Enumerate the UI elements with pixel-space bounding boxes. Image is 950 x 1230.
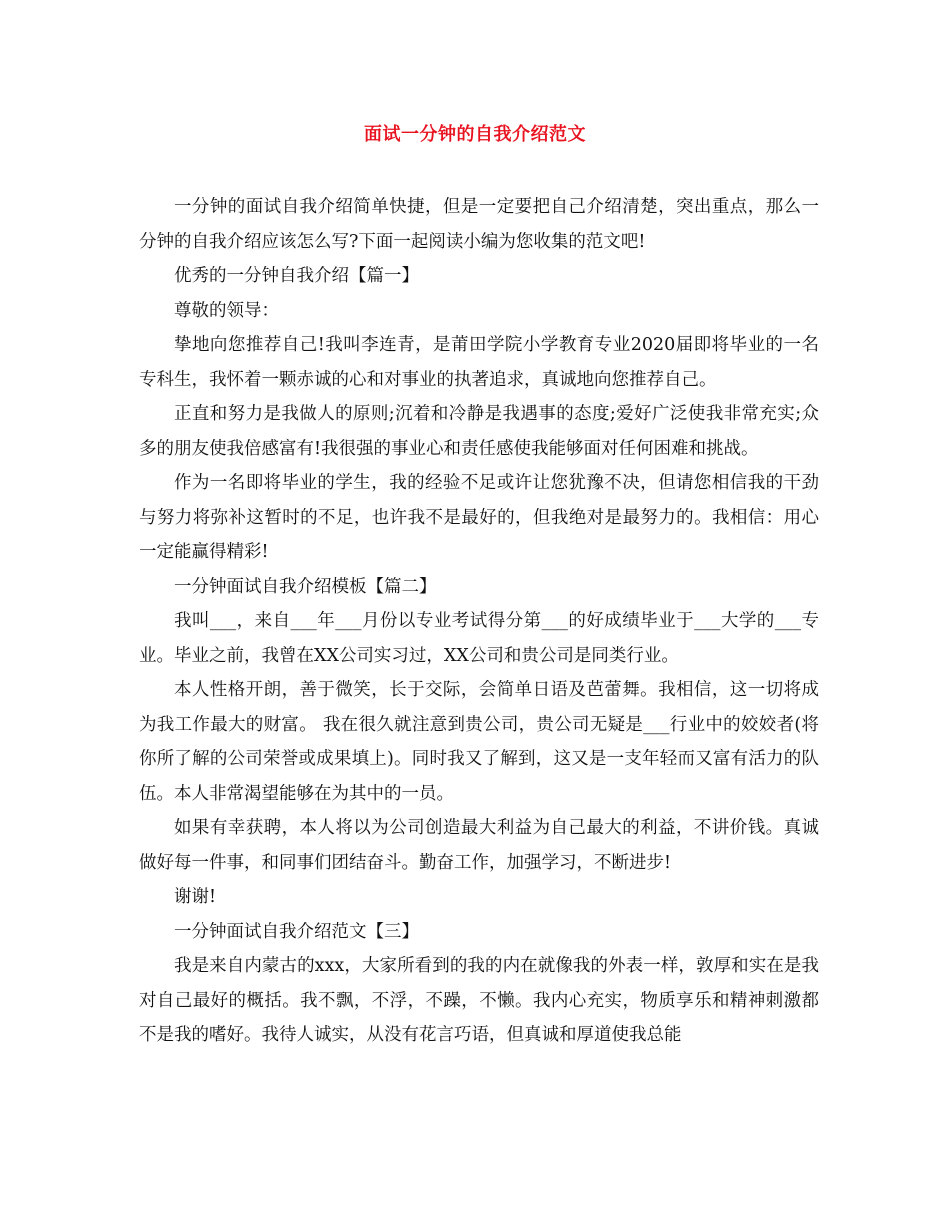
section-heading-3: 一分钟面试自我介绍范文【三】 bbox=[174, 921, 419, 942]
paragraph: 本人性格开朗，善于微笑，长于交际，会简单日语及芭蕾舞。我相信，这一切将成为我工作最大的财富。 我在很久就注意到贵公司，贵公司无疑是___行业中的姣姣者(将你所了解的公司荣誉或成果填上)。同时我又了解到，这又是一支年轻而又富有活力的队伍。本人非常渴望能够在为其中的一员。 bbox=[139, 680, 819, 804]
intro-paragraph: 一分钟的面试自我介绍简单快捷，但是一定要把自己介绍清楚，突出重点，那么一分钟的自我介绍应该怎么写?下面一起阅读小编为您收集的范文吧! bbox=[139, 197, 819, 252]
section-heading-2: 一分钟面试自我介绍模板【篇二】 bbox=[174, 576, 437, 597]
closing-thanks: 谢谢! bbox=[174, 887, 217, 907]
salutation: 尊敬的领导： bbox=[174, 300, 279, 321]
paragraph: 我叫___，来自___年___月份以专业考试得分第___的好成绩毕业于___大学的___专业。毕业之前，我曾在XX公司实习过，XX公司和贵公司是同类行业。 bbox=[139, 611, 819, 666]
paragraph: 作为一名即将毕业的学生，我的经验不足或许让您犹豫不决，但请您相信我的干劲与努力将弥补这暂时的不足，也许我不是最好的，但我绝对是最努力的。我相信：用心一定能赢得精彩! bbox=[139, 473, 819, 562]
document-body bbox=[139, 190, 819, 1053]
paragraph: 正直和努力是我做人的原则;沉着和冷静是我遇事的态度;爱好广泛使我非常充实;众多的朋友使我倍感富有!我很强的事业心和责任感使我能够面对任何困难和挑战。 bbox=[139, 404, 819, 459]
paragraph: 如果有幸获聘，本人将以为公司创造最大利益为自己最大的利益，不讲价钱。真诚做好每一件事，和同事们团结奋斗。勤奋工作，加强学习，不断进步! bbox=[139, 818, 819, 873]
page-title: 面试一分钟的自我介绍范文 bbox=[364, 124, 586, 145]
paragraph: 我是来自内蒙古的xxx，大家所看到的我的内在就像我的外表一样，敦厚和实在是我对自己最好的概括。我不飘，不浮，不躁，不懒。我内心充实，物质享乐和精神刺激都不是我的嗜好。我待人诚实，从没有花言巧语，但真诚和厚道使我总能 bbox=[139, 956, 819, 1045]
paragraph: 挚地向您推荐自己!我叫李连青，是莆田学院小学教育专业2020届即将毕业的一名专科生，我怀着一颗赤诚的心和对事业的执著追求，真诚地向您推荐自己。 bbox=[139, 335, 819, 390]
section-heading-1: 优秀的一分钟自我介绍【篇一】 bbox=[174, 266, 419, 286]
